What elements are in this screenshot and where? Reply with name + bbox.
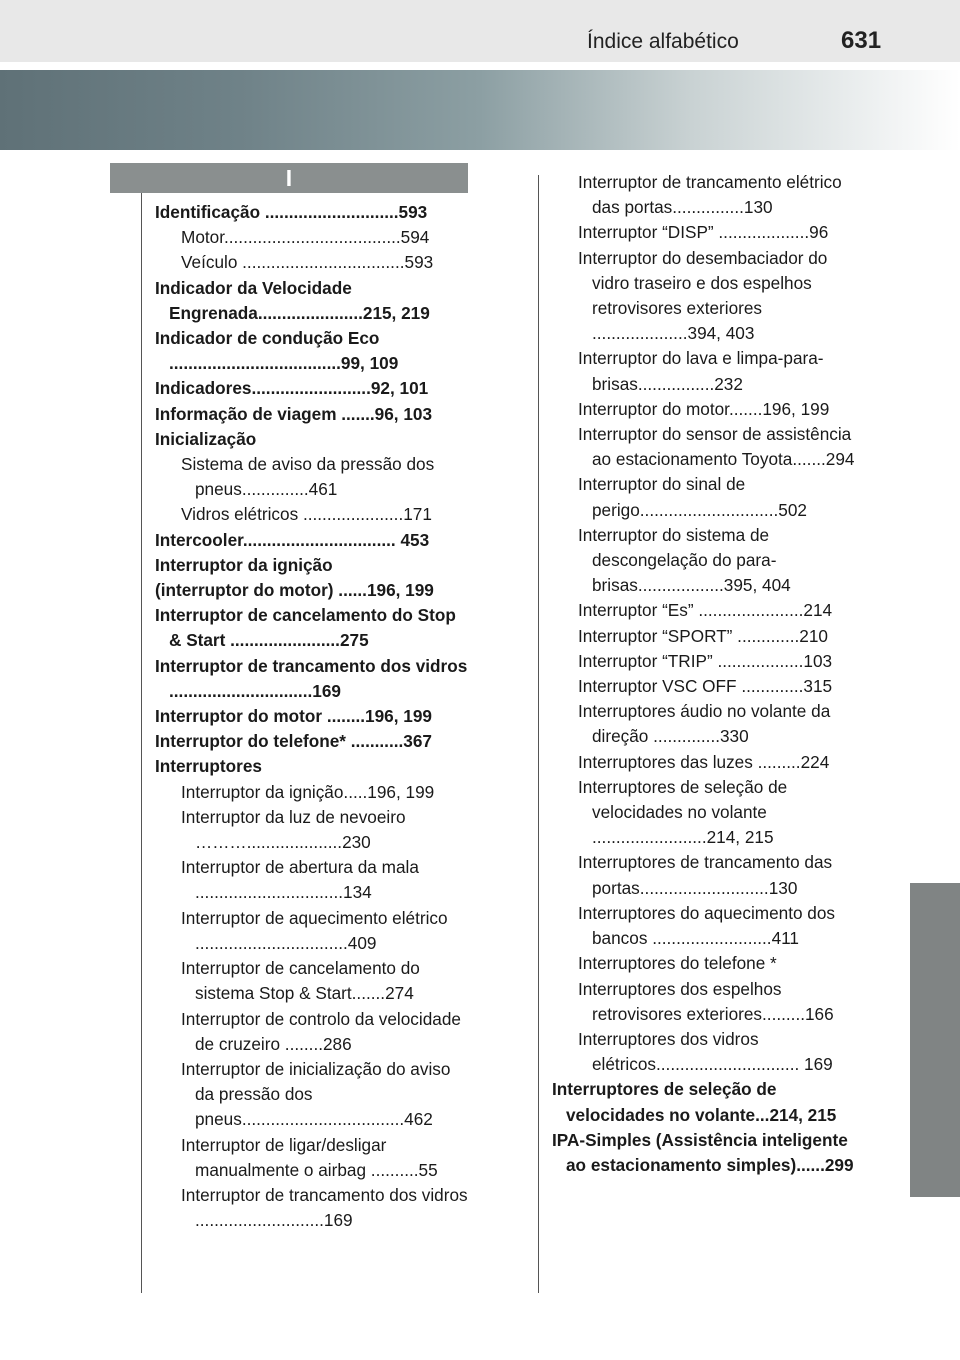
chapter-side-tab <box>910 883 960 1197</box>
header-banner <box>0 70 960 150</box>
index-subentry: Interruptores das luzes .........224 <box>578 751 830 772</box>
index-subentry: Sistema de aviso da pressão dos pneus..............461 <box>181 454 435 500</box>
index-subentry: Interruptores do aquecimento dos bancos .........................411 <box>578 902 836 949</box>
index-subentry: Interruptor de inicialização do aviso da pressão dos pneus..................................462 <box>181 1058 451 1130</box>
index-entry: Informação de viagem .......96, 103 <box>155 403 433 424</box>
index-entry: Interruptores <box>155 756 262 777</box>
index-entry: Identificação ............................593 <box>155 202 428 222</box>
index-subentry: Interruptores dos vidros elétricos.............................. 169 <box>578 1028 833 1075</box>
index-subentry: Interruptor do lava e limpa-para-brisas................232 <box>578 348 824 394</box>
index-subentry: Interruptores de seleção de velocidades no volante ........................214, 215 <box>578 776 788 848</box>
index-subentry: Interruptor da ignição.....196, 199 <box>181 781 435 802</box>
index-subentry: Interruptor VSC OFF .............315 <box>578 676 833 697</box>
column-divider-right <box>538 175 539 1293</box>
index-subentry: Interruptores de trancamento das portas...........................130 <box>578 852 833 898</box>
index-entry: Interruptor de trancamento dos vidros ..............................169 <box>155 655 468 701</box>
index-entry: Inicialização <box>155 428 257 449</box>
index-entry: Intercooler................................ 453 <box>155 529 430 550</box>
index-subentry: Interruptor de controlo da velocidade de cruzeiro ........286 <box>181 1008 461 1054</box>
index-subentry: Motor.....................................594 <box>181 227 430 248</box>
index-entry: Interruptor de cancelamento do Stop & Start .......................275 <box>155 605 456 651</box>
index-entry: Interruptor do motor ........196, 199 <box>155 706 432 727</box>
column-divider-left <box>141 193 142 1293</box>
index-subentry: Interruptor de abertura da mala ...............................134 <box>181 857 419 903</box>
index-entry: Interruptores de seleção de velocidades no volante...214, 215 <box>552 1079 837 1125</box>
index-subentry: Interruptor “Es” ......................214 <box>578 600 833 621</box>
index-entry: Indicador da Velocidade Engrenada......................215, 219 <box>155 277 430 323</box>
index-subentry: Interruptor “DISP” ...................96 <box>578 222 829 243</box>
page-number: 631 <box>841 27 882 54</box>
index-letter-heading: I <box>110 163 468 193</box>
index-entry: IPA-Simples (Assistência inteligente ao estacionamento simples)......299 <box>552 1129 854 1175</box>
index-subentry: Interruptor de trancamento dos vidros ...........................169 <box>181 1184 468 1231</box>
section-title: Índice alfabético <box>587 30 739 53</box>
index-subentry: Vidros elétricos .....................171 <box>181 504 432 525</box>
index-subentry: Interruptor de cancelamento do sistema Stop & Start.......274 <box>181 958 420 1004</box>
index-subentry: Interruptores dos espelhos retrovisores exteriores.........166 <box>578 978 834 1024</box>
index-subentry: Interruptor de ligar/desligar manualmente o airbag ..........55 <box>181 1134 438 1180</box>
index-column-right <box>552 170 867 1178</box>
header-strip <box>0 0 960 62</box>
index-entry: Interruptor da ignição <box>155 554 333 575</box>
index-entry: Indicador de condução Eco ....................................99, 109 <box>155 328 399 374</box>
index-subentry: Veículo ..................................593 <box>181 252 434 273</box>
index-entry: (interruptor do motor) ......196, 199 <box>155 580 434 601</box>
index-subentry: Interruptor do sistema de descongelação do para-brisas..................395, 404 <box>578 524 791 596</box>
index-subentry: Interruptor do motor.......196, 199 <box>578 398 830 419</box>
index-subentry: Interruptor do desembaciador do vidro traseiro e dos espelhos retrovisores exteriores ....................394, 403 <box>578 247 828 344</box>
index-entry: Indicadores.........................92, 101 <box>155 378 429 399</box>
index-subentry: Interruptor do sensor de assistência ao estacionamento Toyota.......294 <box>578 424 855 470</box>
index-subentry: Interruptor “SPORT” .............210 <box>578 625 828 646</box>
index-subentry: Interruptor de trancamento elétrico das portas...............130 <box>578 172 842 218</box>
index-subentry: Interruptor “TRIP” ..................103 <box>578 650 833 671</box>
index-column-left <box>155 200 470 1233</box>
index-subentry: Interruptor da luz de nevoeiro ………....................230 <box>181 806 406 853</box>
index-subentry: Interruptor de aquecimento elétrico ................................409 <box>181 907 448 953</box>
index-subentry: Interruptores áudio no volante da direção ..............330 <box>578 701 831 747</box>
index-subentry: Interruptor do sinal de perigo.............................502 <box>578 474 807 520</box>
index-subentry: Interruptores do telefone * <box>578 953 777 974</box>
index-entry: Interruptor do telefone* ...........367 <box>155 731 432 752</box>
